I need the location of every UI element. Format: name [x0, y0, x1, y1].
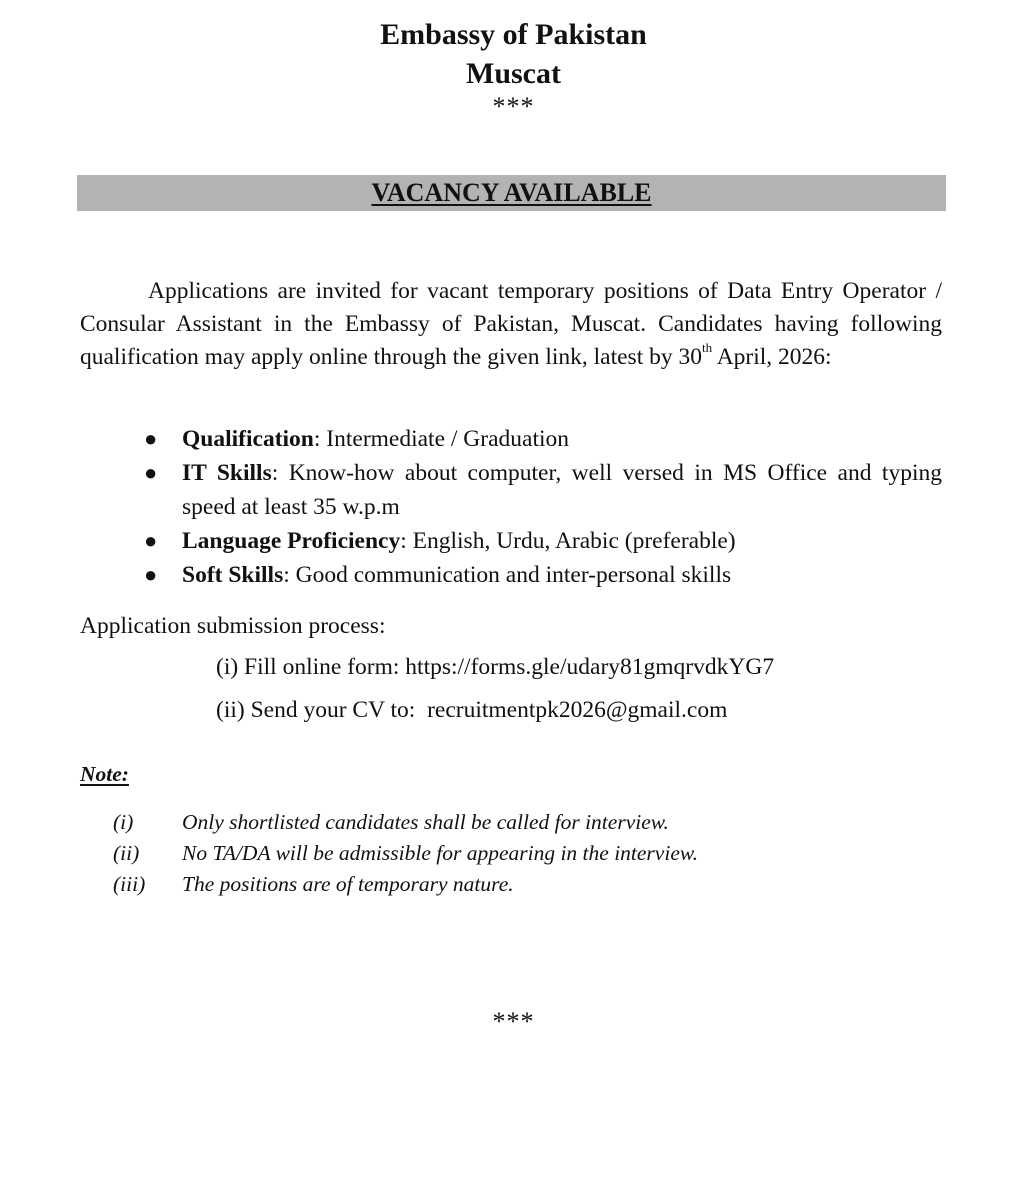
intro-text: Applications are invited for vacant temporary positions of Data Entry Operator / Consular Assistant in the Embassy of Pakistan, Muscat. Candidates having following qualification may apply online through the given link, latest by 30	[80, 278, 942, 370]
bullet-icon: ●	[144, 460, 158, 485]
intro-text-end: April, 2026:	[712, 344, 832, 370]
header-separator: ***	[492, 92, 535, 121]
note-item	[113, 838, 698, 869]
note-text: The positions are of temporary nature.	[182, 872, 514, 896]
bullet-icon: ●	[144, 426, 158, 451]
intro-paragraph	[80, 275, 942, 374]
bullet-icon: ●	[144, 528, 158, 553]
qualification-list	[80, 422, 942, 592]
soft-skills-value: : Good communication and inter-personal skills	[283, 562, 732, 588]
list-item-qualification	[80, 422, 942, 456]
note-item	[113, 869, 698, 900]
banner-title: VACANCY AVAILABLE	[371, 178, 652, 207]
list-item-language	[80, 524, 942, 558]
it-skills-label: IT Skills	[182, 460, 272, 486]
bullet-icon: ●	[144, 562, 158, 587]
note-list	[113, 807, 698, 900]
qualification-label: Qualification	[182, 426, 314, 452]
process-title: Application submission process:	[80, 613, 386, 639]
note-text: No TA/DA will be admissible for appearing in the interview.	[182, 841, 698, 865]
note-number: (iii)	[113, 872, 146, 896]
list-item-it-skills	[80, 456, 942, 524]
language-label: Language Proficiency	[182, 528, 401, 554]
note-number: (ii)	[113, 841, 140, 865]
soft-skills-label: Soft Skills	[182, 562, 284, 588]
organization-title: Embassy of Pakistan	[380, 18, 647, 51]
city-title: Muscat	[466, 57, 561, 90]
vacancy-banner	[77, 175, 946, 211]
language-value: : English, Urdu, Arabic (preferable)	[400, 528, 736, 554]
process-step-email[interactable]: (ii) Send your CV to: recruitmentpk2026@gmail.com	[216, 697, 728, 723]
qualification-value: : Intermediate / Graduation	[313, 426, 570, 452]
process-step-form-link[interactable]: (i) Fill online form: https://forms.gle/udary81gmqrvdkYG7	[216, 654, 775, 680]
it-skills-value: : Know-how about computer, well versed in MS Office and typing speed at least 35 w.p.m	[182, 460, 942, 520]
list-item-soft-skills	[80, 558, 942, 592]
note-item	[113, 807, 698, 838]
note-title: Note:	[80, 762, 129, 786]
note-text: Only shortlisted candidates shall be called for interview.	[182, 810, 669, 834]
note-number: (i)	[113, 810, 134, 834]
footer-separator: ***	[492, 1007, 535, 1036]
date-superscript: th	[701, 340, 713, 356]
